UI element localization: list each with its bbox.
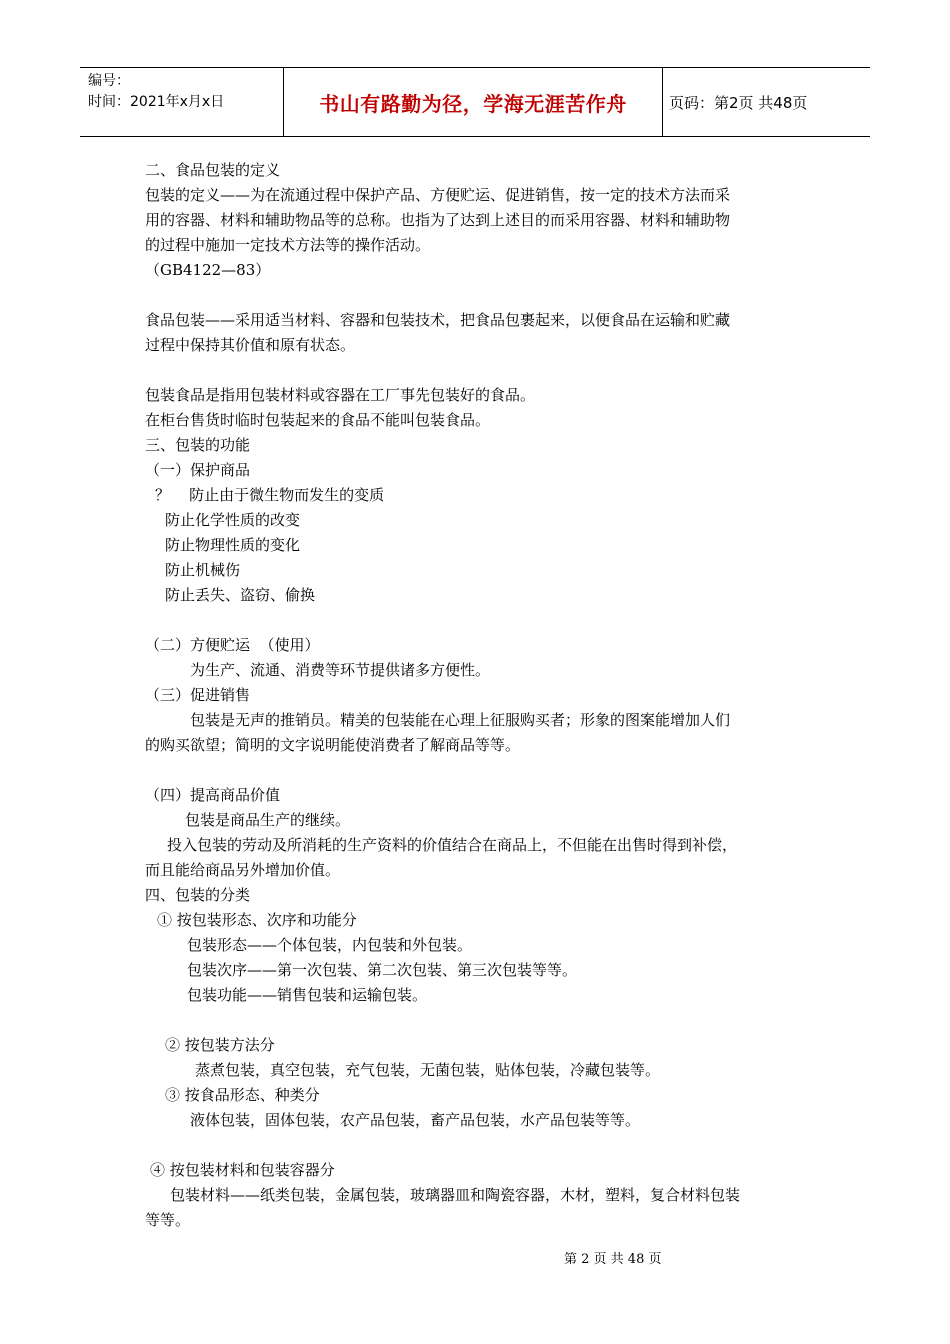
code-label: 编号： — [88, 73, 130, 89]
section-heading: 四、包装的分类 — [145, 886, 251, 904]
header-page-cell — [663, 68, 870, 136]
page-info: 页码：第2页 共48页 — [669, 93, 808, 112]
header-motto-cell — [283, 68, 663, 136]
paragraph-line: 在柜台售货时临时包装起来的食品不能叫包装食品。 — [145, 411, 491, 429]
paragraph-line: 包装是无声的推销员。精美的包装能在心理上征服购买者；形象的图案能增加人们 — [190, 711, 731, 729]
paragraph-line: 为生产、流通、消费等环节提供诸多方便性。 — [190, 661, 491, 679]
list-item: 包装功能——销售包装和运输包装。 — [187, 986, 428, 1004]
paragraph-line: 的购买欲望；简明的文字说明能使消费者了解商品等等。 — [145, 736, 521, 754]
list-item: 包装形态——个体包装，内包装和外包装。 — [187, 936, 473, 954]
subsection-heading: （四）提高商品价值 — [145, 786, 281, 804]
list-item: 防止机械伤 — [165, 561, 241, 579]
paragraph-line: 食品包装——采用适当材料、容器和包装技术，把食品包裹起来，以便食品在运输和贮藏 — [145, 311, 731, 329]
list-item: 防止化学性质的改变 — [165, 511, 301, 529]
list-item: ？ 防止由于微生物而发生的变质 — [155, 486, 385, 504]
list-item: 包装材料——纸类包装，金属包装，玻璃器皿和陶瓷容器，木材，塑料，复合材料包装 — [170, 1186, 741, 1204]
section-heading: 二、食品包装的定义 — [145, 161, 281, 179]
list-item: 等等。 — [145, 1211, 191, 1229]
standard-reference: （GB4122—83） — [145, 261, 271, 279]
section-heading: 三、包装的功能 — [145, 436, 251, 454]
paragraph-line: 过程中保持其价值和原有状态。 — [145, 336, 356, 354]
list-item: 蒸煮包装，真空包装，充气包装，无菌包装，贴体包装，冷藏包装等。 — [195, 1061, 661, 1079]
page-header — [80, 67, 870, 137]
subsection-heading: （一）保护商品 — [145, 461, 251, 479]
header-meta-cell — [80, 68, 283, 136]
list-item: 防止丢失、盗窃、偷换 — [165, 586, 316, 604]
list-heading: ③ 按食品形态、种类分 — [165, 1086, 320, 1104]
time-label: 时间：2021年x月x日 — [88, 94, 225, 110]
subsection-heading: （三）促进销售 — [145, 686, 251, 704]
paragraph-line: 而且能给商品另外增加价值。 — [145, 861, 341, 879]
motto-text: 书山有路勤为径，学海无涯苦作舟 — [319, 91, 627, 116]
list-item: 防止物理性质的变化 — [165, 536, 301, 554]
subsection-heading: （二）方便贮运 （使用） — [145, 636, 320, 654]
list-item: 包装次序——第一次包装、第二次包装、第三次包装等等。 — [187, 961, 578, 979]
paragraph-line: 用的容器、材料和辅助物品等的总称。也指为了达到上述目的而采用容器、材料和辅助物 — [145, 211, 731, 229]
list-item: 液体包装，固体包装，农产品包装，畜产品包装，水产品包装等等。 — [190, 1111, 641, 1129]
list-heading: ① 按包装形态、次序和功能分 — [157, 911, 357, 929]
paragraph-line: 投入包装的劳动及所消耗的生产资料的价值结合在商品上，不但能在出售时得到补偿， — [167, 836, 738, 854]
paragraph-line: 包装是商品生产的继续。 — [185, 811, 351, 829]
paragraph-line: 包装的定义——为在流通过程中保护产品、方便贮运、促进销售，按一定的技术方法而采 — [145, 186, 731, 204]
paragraph-line: 的过程中施加一定技术方法等的操作活动。 — [145, 236, 431, 254]
page-footer: 第 2 页 共 48 页 — [564, 1252, 662, 1267]
list-heading: ④ 按包装材料和包装容器分 — [150, 1161, 335, 1179]
paragraph-line: 包装食品是指用包装材料或容器在工厂事先包装好的食品。 — [145, 386, 536, 404]
list-heading: ② 按包装方法分 — [165, 1036, 275, 1054]
